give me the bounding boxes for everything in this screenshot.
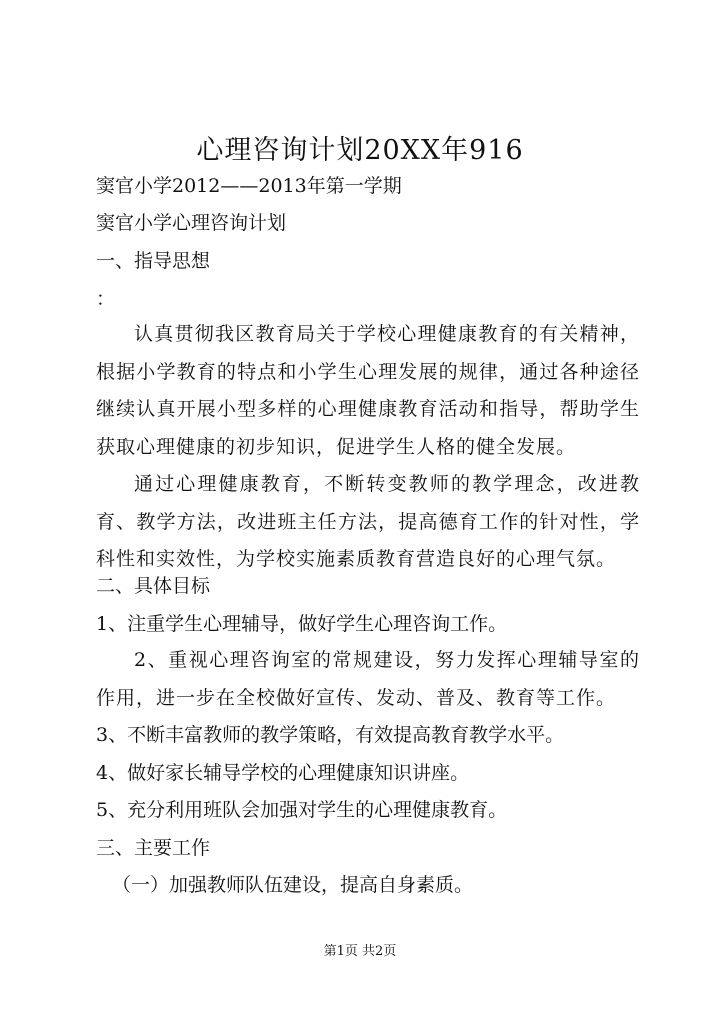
school-term-line: 窦官小学2012——2013年第一学期 xyxy=(96,175,402,197)
goal-item-5: 5、充分利用班队会加强对学生的心理健康教育。 xyxy=(96,799,508,821)
page-footer: 第1页 共2页 xyxy=(323,944,397,959)
goal-item-1: 1、注重学生心理辅导，做好学生心理咨询工作。 xyxy=(96,613,508,635)
section-heading-specific-goals: 二、具体目标 xyxy=(96,575,211,597)
document-title: 心理咨询计划20XX年916 xyxy=(196,135,524,166)
colon-line: ： xyxy=(96,288,116,310)
plan-name-line: 窦官小学心理咨询计划 xyxy=(96,212,287,234)
goal-item-4: 4、做好家长辅导学校的心理健康知识讲座。 xyxy=(96,762,470,784)
section-heading-main-work: 三、主要工作 xyxy=(96,837,211,859)
work-item-1: （一）加强教师队伍建设，提高自身素质。 xyxy=(112,874,474,896)
paragraph-guiding-principles: 认真贯彻我区教育局关于学校心理健康教育的有关精神，根据小学教育的特点和小学生心理发展的规律，通过各种途径继续认真开展小型多样的心理健康教育活动和指导，帮助学生获取心理健康的初步知识，促进学生人格的健全发展。 xyxy=(96,323,640,458)
goal-item-3: 3、不断丰富教师的教学策略，有效提高教育教学水平。 xyxy=(96,724,565,746)
goal-item-2: 2、重视心理咨询室的常规建设，努力发挥心理辅导室的作用，进一步在全校做好宣传、发动、普及、教育等工作。 xyxy=(96,649,640,709)
paragraph-education-goals: 通过心理健康教育，不断转变教师的教学理念，改进教育、教学方法，改进班主任方法，提高德育工作的针对性，学科性和实效性，为学校实施素质教育营造良好的心理气氛。 xyxy=(96,473,640,571)
section-heading-guiding-thought: 一、指导思想 xyxy=(96,250,211,272)
